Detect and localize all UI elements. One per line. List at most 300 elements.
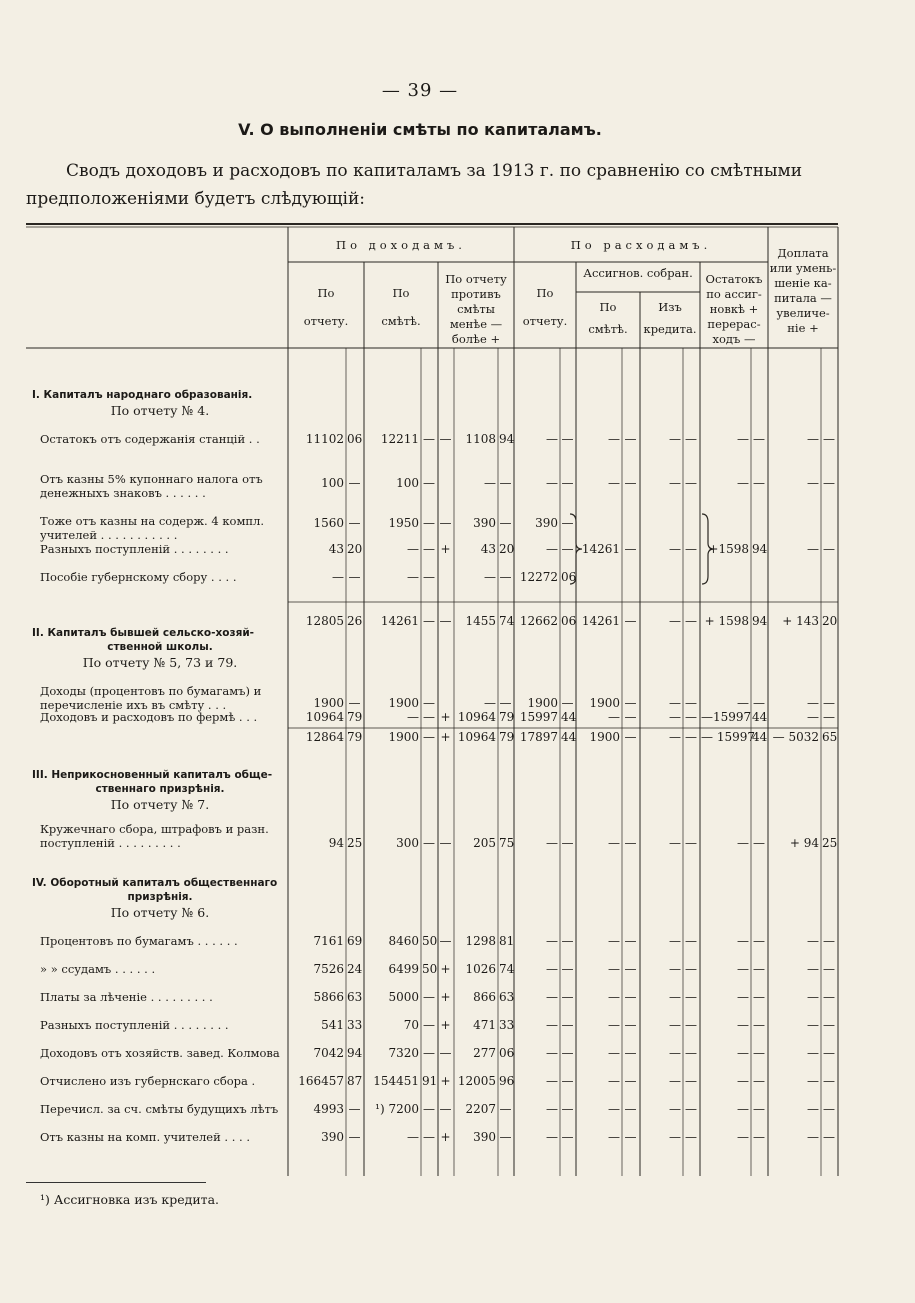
total-value: 1900 [388, 730, 419, 744]
cell-value: — [669, 476, 681, 490]
section-title: ственнаго призрѣнія. [95, 783, 225, 795]
cell-value: — [823, 432, 835, 446]
cell-value: — [423, 1046, 435, 1060]
row-label: Тоже отъ казны на содерж. 4 компл. [40, 514, 265, 528]
assign-credit-header-line: кредита. [643, 322, 697, 336]
cell-value: — [608, 934, 620, 948]
cell-value: 866 [473, 990, 496, 1004]
row-label: Перечисл. за сч. смѣты будущихъ лѣтъ [40, 1102, 279, 1116]
cell-value: — [423, 432, 435, 446]
cell-value: — [807, 1102, 819, 1116]
cell-value: — [823, 934, 835, 948]
cell-value: — [624, 1130, 637, 1144]
cell-value: 24 [347, 962, 363, 976]
cell-value: — [499, 476, 512, 490]
cell-value: — [439, 516, 452, 530]
cell-value: 43 [480, 542, 496, 556]
row-label: Остатокъ отъ содержанія станцій . . [40, 432, 260, 446]
total-value: + 1598 [704, 614, 749, 628]
cell-value: — [608, 1102, 620, 1116]
total-value: 1900 [589, 730, 620, 744]
cell-value: — [737, 1018, 749, 1032]
total-value: 12864 [305, 730, 344, 744]
cell-value: — [499, 696, 512, 710]
cell-value: 1900 [527, 696, 558, 710]
cell-value: — [669, 836, 681, 850]
cell-value: — [499, 570, 512, 584]
cell-value: 10964 [305, 710, 344, 724]
cell-value: — [423, 710, 435, 724]
row-label: Разныхъ поступленій . . . . . . . . [40, 542, 229, 556]
cell-value: — [807, 934, 819, 948]
cell-value: — [608, 432, 620, 446]
cell-value: — [753, 1102, 765, 1116]
income-diff-header-line: менѣе — [449, 317, 503, 331]
cell-value: 81 [499, 934, 515, 948]
cell-value: 390 [535, 516, 558, 530]
cell-value: 74 [499, 962, 515, 976]
cell-value: 7161 [313, 934, 344, 948]
cell-value: — [423, 696, 435, 710]
total-value: + 143 [782, 614, 819, 628]
cell-value: 14261 [581, 542, 620, 556]
cell-value: — [823, 1074, 835, 1088]
cell-value: 541 [321, 1018, 344, 1032]
cell-value: — [737, 476, 749, 490]
cell-value: — [561, 934, 574, 948]
income-diff-header-line: смѣты [457, 302, 495, 316]
cell-value: 7526 [313, 962, 344, 976]
cell-value: — [669, 990, 681, 1004]
cell-value: — [753, 696, 765, 710]
cell-value: — [561, 1074, 574, 1088]
cell-value: — [546, 990, 558, 1004]
section-title: II. Капиталъ бывшей сельско-хозяй- [32, 627, 255, 639]
cell-value: — [669, 1074, 681, 1088]
cell-value: — [484, 476, 496, 490]
cell-value: 5866 [313, 990, 344, 1004]
row-label: Отчислено изъ губернскаго сбора . [40, 1074, 256, 1088]
cell-value: — [624, 476, 637, 490]
cell-value: — [407, 542, 419, 556]
income-estimate-header-line: смѣтѣ. [381, 314, 421, 328]
cell-value: — [669, 1018, 681, 1032]
cell-value: — [624, 1102, 637, 1116]
cell-value: — [685, 990, 697, 1004]
cell-value: — [807, 1018, 819, 1032]
cell-value: 79 [499, 710, 515, 724]
surcharge-header-line: питала — [774, 291, 832, 305]
cell-value: 63 [499, 990, 515, 1004]
total-value: 12662 [519, 614, 558, 628]
cell-value: + [440, 990, 451, 1004]
cell-value: — [669, 542, 681, 556]
cell-value: — [423, 542, 435, 556]
total-value: — [423, 730, 435, 744]
cell-value: — [737, 934, 749, 948]
cell-value: — [685, 1074, 697, 1088]
total-value: 06 [561, 614, 577, 628]
cell-value: — [439, 836, 452, 850]
row-label: перечисленіе ихъ въ смѣту . . . [40, 698, 227, 712]
cell-value: 390 [473, 1130, 496, 1144]
income-estimate-header-line: По [392, 286, 410, 300]
cell-value: — [546, 1130, 558, 1144]
cell-value: 1026 [465, 962, 496, 976]
cell-value: — [561, 476, 574, 490]
cell-value: — [753, 476, 765, 490]
cell-value: 7320 [388, 1046, 419, 1060]
cell-value: — [407, 710, 419, 724]
total-value: 1455 [465, 614, 496, 628]
cell-value: — [737, 836, 749, 850]
total-value: 14261 [581, 614, 620, 628]
cell-value: — [685, 710, 697, 724]
cell-value: — [348, 696, 361, 710]
cell-value: 1900 [589, 696, 620, 710]
income-report-header-line: отчету. [303, 314, 349, 328]
balance-header-line: по ассиг- [706, 287, 762, 301]
cell-value: — [499, 1130, 512, 1144]
total-value: 65 [822, 730, 838, 744]
assign-credit-header-line: Изъ [658, 300, 682, 314]
cell-value: — [561, 836, 574, 850]
row-label: поступленій . . . . . . . . . [40, 836, 181, 850]
cell-value: 91 [422, 1074, 438, 1088]
total-value: — [685, 614, 697, 628]
cell-value: — [546, 476, 558, 490]
cell-value: — [737, 962, 749, 976]
cell-value: — [823, 542, 835, 556]
cell-value: — [561, 1102, 574, 1116]
cell-value: 300 [396, 836, 419, 850]
row-label: денежныхъ знаковъ . . . . . . [40, 486, 206, 500]
cell-value: — [753, 990, 765, 1004]
cell-value: 25 [347, 836, 363, 850]
cell-value: 25 [822, 836, 838, 850]
section-subtitle: По отчету № 5, 73 и 79. [82, 655, 238, 670]
cell-value: — [685, 696, 697, 710]
cell-value: — [685, 432, 697, 446]
cell-value: + [440, 962, 451, 976]
cell-value: — [608, 1130, 620, 1144]
cell-value: — [737, 432, 749, 446]
cell-value: — [669, 962, 681, 976]
cell-value: — [624, 542, 637, 556]
cell-value: — [823, 990, 835, 1004]
row-label: » » ссудамъ . . . . . . [40, 962, 156, 976]
cell-value: 1108 [465, 432, 496, 446]
cell-value: — [561, 990, 574, 1004]
cell-value: — [608, 962, 620, 976]
cell-value: — [546, 962, 558, 976]
section-title: ственной школы. [107, 641, 213, 653]
cell-value: — [423, 836, 435, 850]
cell-value: — [423, 1018, 435, 1032]
cell-value: — [807, 990, 819, 1004]
cell-value: — [753, 1018, 765, 1032]
cell-value: — [669, 432, 681, 446]
cell-value: — [669, 710, 681, 724]
cell-value: 33 [499, 1018, 515, 1032]
expense-group-header: По расходамъ. [570, 238, 712, 252]
cell-value: — [348, 570, 361, 584]
section-title: призрѣнія. [127, 891, 193, 903]
row-label: учителей . . . . . . . . . . . [40, 528, 178, 542]
cell-value: 1900 [313, 696, 344, 710]
cell-value: — [753, 836, 765, 850]
cell-value: — [807, 1074, 819, 1088]
expense-report-header-line: По [536, 286, 554, 300]
cell-value: — [753, 1074, 765, 1088]
cell-value: 1950 [388, 516, 419, 530]
cell-value: 390 [473, 516, 496, 530]
cell-value: — [624, 1046, 637, 1060]
cell-value: — [823, 696, 835, 710]
cell-value: — [624, 962, 637, 976]
cell-value: — [608, 710, 620, 724]
section-title: III. Неприкосновенный капиталъ обще- [32, 769, 273, 781]
cell-value: 69 [347, 934, 363, 948]
cell-value: — [807, 1130, 819, 1144]
capital-table [26, 222, 915, 1176]
cell-value: — [807, 710, 819, 724]
cell-value: — [624, 836, 637, 850]
balance-header-line: ходъ — [712, 332, 756, 346]
cell-value: — [561, 1018, 574, 1032]
cell-value: — [669, 1130, 681, 1144]
income-diff-header-line: По отчету [445, 272, 507, 286]
cell-value: — [546, 934, 558, 948]
cell-value: — [423, 1130, 435, 1144]
cell-value: — [823, 1046, 835, 1060]
cell-value: 166457 [298, 1074, 344, 1088]
total-value: — [669, 730, 681, 744]
cell-value: — [669, 1046, 681, 1060]
total-value: 94 [752, 614, 768, 628]
balance-header-line: Остатокъ [705, 272, 763, 286]
cell-value: — [608, 476, 620, 490]
row-label: Платы за лѣченіе . . . . . . . . . [40, 990, 213, 1004]
cell-value: — [823, 476, 835, 490]
cell-value: — [685, 1130, 697, 1144]
cell-value: — [685, 1046, 697, 1060]
total-value: 79 [499, 730, 515, 744]
cell-value: 100 [321, 476, 344, 490]
total-value: — [669, 614, 681, 628]
section-title: IV. Оборотный капиталъ общественнаго [32, 877, 278, 889]
cell-value: — [685, 836, 697, 850]
row-label: Отъ казны на комп. учителей . . . . [40, 1130, 250, 1144]
cell-value: — [624, 432, 637, 446]
cell-value: — [624, 934, 637, 948]
cell-value: 70 [403, 1018, 419, 1032]
cell-value: 94 [347, 1046, 363, 1060]
cell-value: — [546, 432, 558, 446]
cell-value: 12005 [457, 1074, 496, 1088]
cell-value: — [624, 710, 637, 724]
cell-value: — [807, 432, 819, 446]
cell-value: — [561, 1046, 574, 1060]
cell-value: 12211 [380, 432, 419, 446]
cell-value: 5000 [388, 990, 419, 1004]
cell-value: 8460 [388, 934, 419, 948]
cell-value: — [407, 1130, 419, 1144]
row-label: Разныхъ поступленій . . . . . . . . [40, 1018, 229, 1032]
cell-value: — [484, 696, 496, 710]
cell-value: — [608, 1018, 620, 1032]
cell-value: — [608, 836, 620, 850]
row-label: Кружечнаго сбора, штрафовъ и разн. [40, 822, 269, 836]
expense-report-header-line: отчету. [522, 314, 568, 328]
income-report-header-line: По [317, 286, 335, 300]
cell-value: 1298 [465, 934, 496, 948]
total-value: — [624, 730, 637, 744]
cell-value: 15997 [519, 710, 558, 724]
surcharge-header-line: увеличе- [776, 306, 830, 320]
cell-value: 154451 [373, 1074, 419, 1088]
cell-value: — [439, 1102, 452, 1116]
cell-value: 43 [328, 542, 344, 556]
total-value: 26 [347, 614, 363, 628]
cell-value: 33 [347, 1018, 363, 1032]
cell-value: — [753, 1130, 765, 1144]
cell-value: — [561, 516, 574, 530]
cell-value: — [546, 1018, 558, 1032]
cell-value: — [499, 1102, 512, 1116]
section-heading: V. О выполненіи смѣты по капиталамъ. [238, 120, 602, 139]
row-label: Доходовъ и расходовъ по фермѣ . . . [40, 710, 258, 724]
cell-value: 06 [499, 1046, 515, 1060]
cell-value: — [737, 696, 749, 710]
total-value: 10964 [457, 730, 496, 744]
total-value: + [440, 730, 451, 744]
cell-value: — [753, 1046, 765, 1060]
row-label: Отъ казны 5% купоннаго налога отъ [40, 472, 263, 486]
cell-value: — [685, 1018, 697, 1032]
cell-value: 87 [347, 1074, 363, 1088]
cell-value: — [439, 1046, 452, 1060]
total-value: 14261 [380, 614, 419, 628]
cell-value: 44 [752, 710, 768, 724]
cell-value: 94 [499, 432, 515, 446]
cell-value: — [546, 1074, 558, 1088]
cell-value: 4993 [313, 1102, 344, 1116]
cell-value: 390 [321, 1130, 344, 1144]
cell-value: — [546, 836, 558, 850]
cell-value: — [823, 710, 835, 724]
cell-value: — [753, 962, 765, 976]
cell-value: — [348, 516, 361, 530]
total-value: 79 [347, 730, 363, 744]
surcharge-header-line: или умень- [769, 261, 837, 275]
cell-value: — [561, 432, 574, 446]
surcharge-header-line: ніе + [787, 321, 819, 335]
row-label: Пособіе губернскому сбору . . . . [40, 570, 237, 584]
cell-value: 94 [328, 836, 344, 850]
cell-value: — [669, 934, 681, 948]
total-value: — [423, 614, 435, 628]
cell-value: 6499 [388, 962, 419, 976]
cell-value: 2207 [465, 1102, 496, 1116]
cell-value: — [807, 542, 819, 556]
cell-value: 1900 [388, 696, 419, 710]
cell-value: — [685, 934, 697, 948]
cell-value: — [608, 1074, 620, 1088]
cell-value: — [685, 542, 697, 556]
cell-value: — [823, 1130, 835, 1144]
cell-value: — [608, 1046, 620, 1060]
cell-value: — [484, 570, 496, 584]
cell-value: — [624, 990, 637, 1004]
cell-value: 44 [561, 710, 577, 724]
cell-value: — [332, 570, 344, 584]
cell-value: — [807, 476, 819, 490]
total-value: 44 [561, 730, 577, 744]
cell-value: + [440, 1074, 451, 1088]
cell-value: — [608, 990, 620, 1004]
cell-value: — [737, 1074, 749, 1088]
total-value: 20 [822, 614, 838, 628]
cell-value: 10964 [457, 710, 496, 724]
cell-value: 50 [422, 962, 438, 976]
cell-value: 79 [347, 710, 363, 724]
cell-value: — [439, 432, 452, 446]
cell-value: — [807, 1046, 819, 1060]
cell-value: — [685, 1102, 697, 1116]
cell-value: — [807, 962, 819, 976]
cell-value: 7042 [313, 1046, 344, 1060]
income-group-header: По доходамъ. [336, 238, 466, 252]
cell-value: — [423, 516, 435, 530]
cell-value: — [685, 476, 697, 490]
cell-value: +1598 [708, 542, 749, 556]
cell-value: + [440, 542, 451, 556]
cell-value: 20 [347, 542, 363, 556]
cell-value: — [685, 962, 697, 976]
cell-value: + [440, 710, 451, 724]
cell-value: 471 [473, 1018, 496, 1032]
page-number: — 39 — [381, 80, 459, 101]
cell-value: — [348, 476, 361, 490]
cell-value: — [737, 1046, 749, 1060]
cell-value: — [624, 696, 637, 710]
cell-value: — [737, 1102, 749, 1116]
cell-value: — [423, 1102, 435, 1116]
cell-value: — [546, 1046, 558, 1060]
cell-value: — [737, 990, 749, 1004]
cell-value: — [561, 962, 574, 976]
cell-value: — [423, 990, 435, 1004]
income-diff-header-line: противъ [451, 287, 501, 301]
cell-value: 96 [499, 1074, 515, 1088]
assign-estimate-header-line: смѣтѣ. [588, 322, 628, 336]
surcharge-header-line: шеніе ка- [774, 276, 832, 290]
cell-value: — [669, 696, 681, 710]
assign-group-header: Ассигнов. собран. [583, 266, 693, 280]
cell-value: 100 [396, 476, 419, 490]
cell-value: — [439, 934, 452, 948]
income-diff-header-line: болѣе + [451, 332, 501, 346]
total-value: — 15997 [701, 730, 755, 744]
cell-value: 06 [347, 432, 363, 446]
cell-value: + [440, 1018, 451, 1032]
cell-value: 11102 [305, 432, 344, 446]
cell-value: — [561, 696, 574, 710]
assign-estimate-header-line: По [599, 300, 617, 314]
cell-value: — [807, 696, 819, 710]
cell-value: 205 [473, 836, 496, 850]
